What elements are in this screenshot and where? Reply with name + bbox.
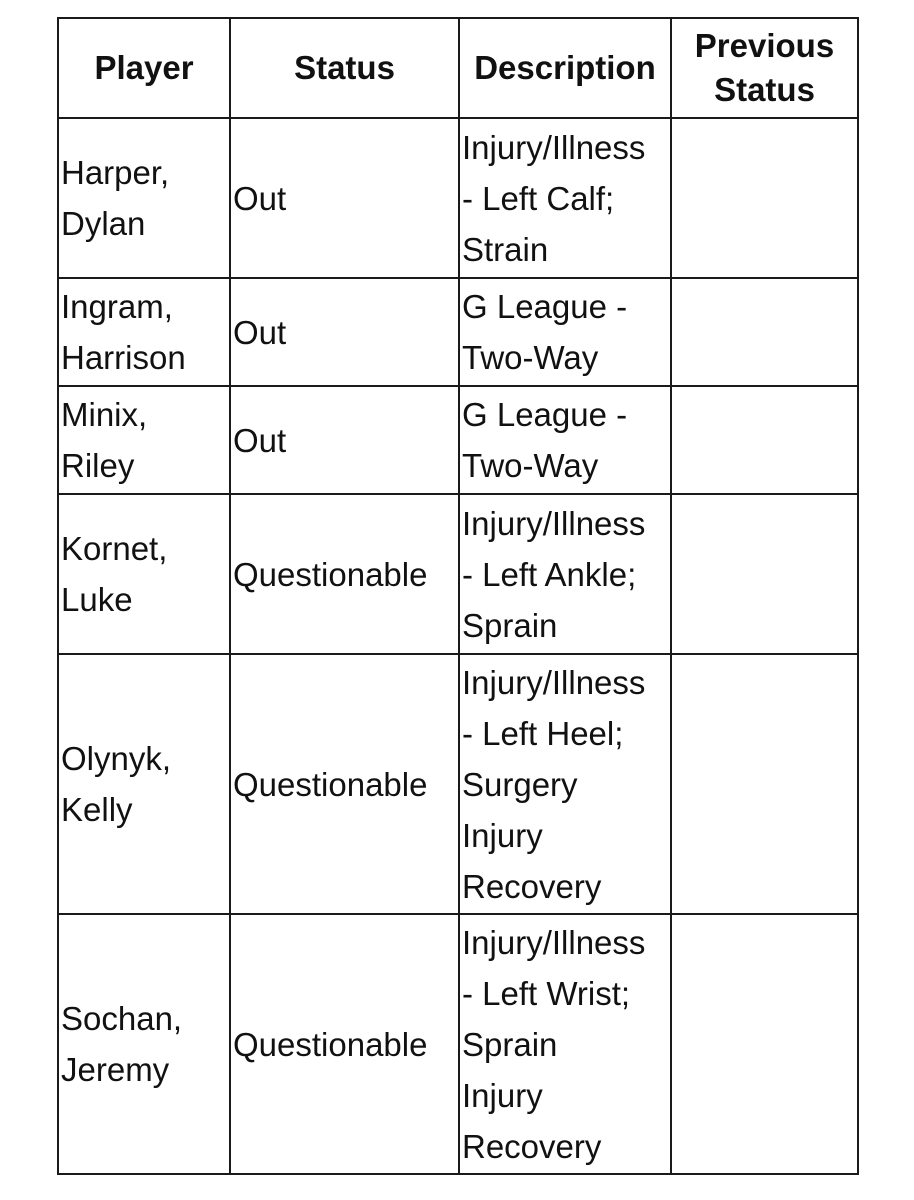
- description-cell: Injury/Illness - Left Calf; Strain: [459, 118, 671, 278]
- status-cell: Out: [230, 386, 459, 494]
- player-cell: Olynyk, Kelly: [58, 654, 230, 914]
- table-row: [58, 654, 858, 914]
- table-row: [58, 914, 858, 1174]
- table-row: [58, 494, 858, 654]
- previous-status-cell: [671, 278, 858, 386]
- previous-status-cell: [671, 386, 858, 494]
- previous-status-cell: [671, 654, 858, 914]
- description-cell: Injury/Illness - Left Ankle; Sprain: [459, 494, 671, 654]
- header-status: Status: [230, 18, 459, 118]
- table-row: [58, 278, 858, 386]
- player-cell: Ingram, Harrison: [58, 278, 230, 386]
- description-cell: Injury/Illness - Left Heel; Surgery Injury Recovery: [459, 654, 671, 914]
- injury-report-table: [57, 17, 859, 1175]
- description-cell: G League - Two-Way: [459, 386, 671, 494]
- previous-status-cell: [671, 118, 858, 278]
- player-cell: Kornet, Luke: [58, 494, 230, 654]
- status-cell: Questionable: [230, 654, 459, 914]
- header-player: Player: [58, 18, 230, 118]
- header-row: [58, 18, 858, 118]
- status-cell: Questionable: [230, 494, 459, 654]
- status-cell: Out: [230, 118, 459, 278]
- header-description: Description: [459, 18, 671, 118]
- status-cell: Out: [230, 278, 459, 386]
- description-cell: G League - Two-Way: [459, 278, 671, 386]
- table-row: [58, 118, 858, 278]
- status-cell: Questionable: [230, 914, 459, 1174]
- player-cell: Harper, Dylan: [58, 118, 230, 278]
- header-previous-status: Previous Status: [671, 18, 858, 118]
- description-cell: Injury/Illness - Left Wrist; Sprain Injury Recovery: [459, 914, 671, 1174]
- player-cell: Sochan, Jeremy: [58, 914, 230, 1174]
- previous-status-cell: [671, 914, 858, 1174]
- player-cell: Minix, Riley: [58, 386, 230, 494]
- previous-status-cell: [671, 494, 858, 654]
- table-row: [58, 386, 858, 494]
